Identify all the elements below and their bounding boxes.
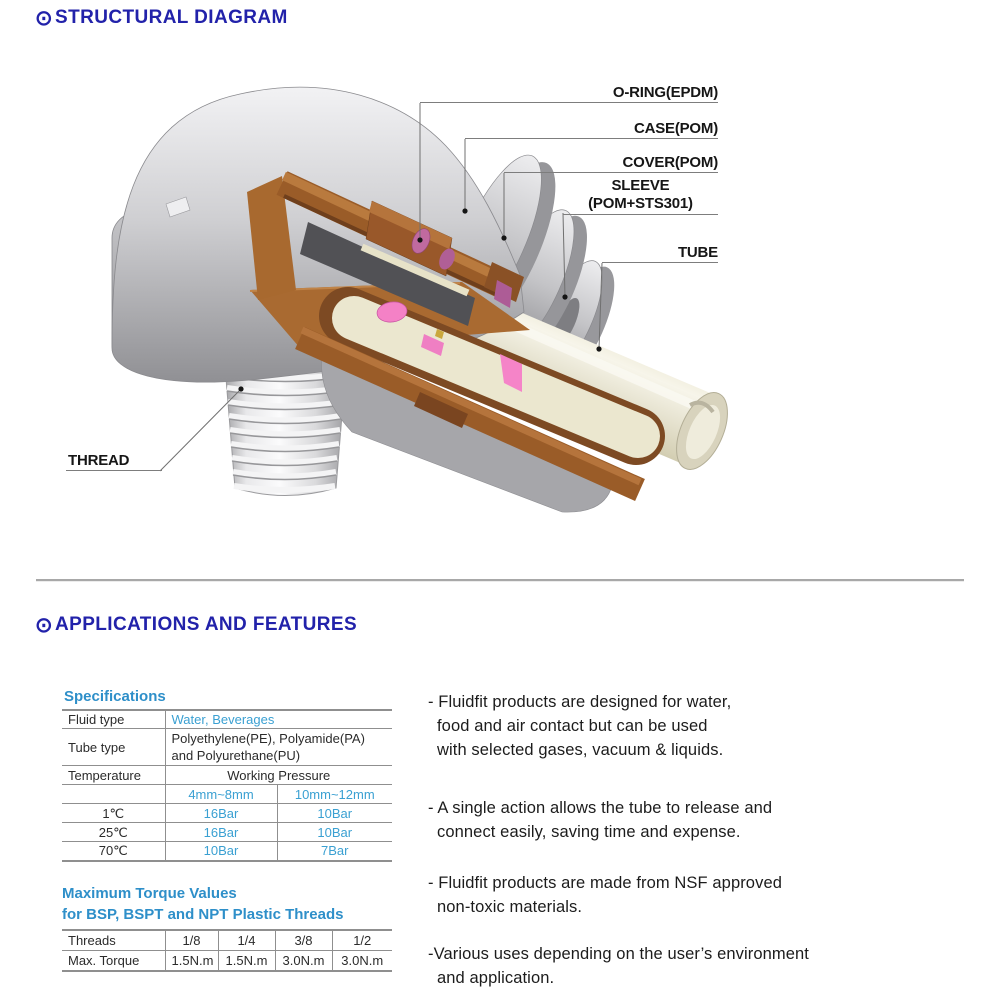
pressure-1c-small: 16Bar bbox=[165, 804, 277, 823]
pressure-70c-large: 7Bar bbox=[277, 842, 392, 861]
size-column-large: 10mm~12mm bbox=[277, 785, 392, 804]
list-item bbox=[428, 690, 928, 762]
tube-type-value-line2: and Polyurethane(PU) bbox=[171, 748, 301, 763]
specifications-heading: Specifications bbox=[64, 688, 166, 705]
list-item bbox=[428, 796, 928, 844]
temp-1c: 1℃ bbox=[102, 805, 125, 821]
thread-size-4: 1/2 bbox=[332, 930, 392, 951]
torque-heading-line2: for BSP, BSPT and NPT Plastic Threads bbox=[62, 906, 344, 923]
list-item bbox=[428, 871, 928, 919]
torque-value-3: 3.0N.m bbox=[275, 951, 332, 972]
temp-70c: 70℃ bbox=[98, 843, 128, 859]
feature-line: non-toxic materials. bbox=[437, 898, 583, 916]
table-row bbox=[62, 951, 392, 972]
label-tube: TUBE bbox=[602, 244, 718, 263]
feature-line: connect easily, saving time and expense. bbox=[437, 823, 741, 841]
pressure-70c-small: 10Bar bbox=[165, 842, 277, 861]
label-sleeve-line2: (POM+STS301) bbox=[588, 195, 693, 212]
size-column-small: 4mm~8mm bbox=[165, 785, 277, 804]
fluid-type-label: Fluid type bbox=[68, 712, 125, 727]
list-item bbox=[428, 942, 928, 990]
label-thread: THREAD bbox=[66, 452, 162, 471]
table-row bbox=[62, 785, 392, 804]
table-row bbox=[62, 823, 392, 842]
torque-value-2: 1.5N.m bbox=[218, 951, 275, 972]
torque-value-4: 3.0N.m bbox=[332, 951, 392, 972]
torque-value-1: 1.5N.m bbox=[165, 951, 218, 972]
tube-type-label: Tube type bbox=[68, 739, 126, 755]
empty-cell bbox=[62, 785, 165, 804]
applications-features-title-text: APPLICATIONS AND FEATURES bbox=[55, 614, 358, 635]
label-sleeve-line1: SLEEVE bbox=[611, 177, 670, 194]
label-case: CASE(POM) bbox=[465, 120, 718, 139]
feature-line: -Various uses depending on the user’s environment bbox=[428, 945, 809, 963]
table-row bbox=[62, 710, 392, 729]
table-row bbox=[62, 766, 392, 785]
thread-size-2: 1/4 bbox=[218, 930, 275, 951]
feature-line: - A single action allows the tube to release and bbox=[428, 799, 773, 817]
tube-type-value-line1: Polyethylene(PE), Polyamide(PA) bbox=[171, 731, 365, 746]
label-o-ring: O-RING(EPDM) bbox=[420, 84, 718, 103]
pressure-25c-small: 16Bar bbox=[165, 823, 277, 842]
working-pressure-label: Working Pressure bbox=[165, 766, 392, 785]
label-sleeve bbox=[563, 177, 718, 215]
torque-heading-line1: Maximum Torque Values bbox=[62, 885, 237, 902]
temp-25c: 25℃ bbox=[98, 824, 128, 840]
torque-heading bbox=[62, 883, 343, 925]
structural-diagram-title-text: STRUCTURAL DIAGRAM bbox=[55, 7, 288, 28]
features-list bbox=[428, 690, 928, 1000]
feature-line: with selected gases, vacuum & liquids. bbox=[437, 741, 724, 759]
section-bullet-icon: ⊙ bbox=[35, 6, 53, 30]
temperature-label: Temperature bbox=[68, 767, 141, 783]
fluid-type-value: Water, Beverages bbox=[165, 710, 392, 729]
feature-line: and application. bbox=[437, 969, 555, 987]
applications-features-title bbox=[35, 614, 357, 636]
specifications-table bbox=[62, 709, 392, 862]
feature-line: - Fluidfit products are made from NSF approved bbox=[428, 874, 782, 892]
feature-line: food and air contact but can be used bbox=[437, 717, 708, 735]
thread-size-3: 3/8 bbox=[275, 930, 332, 951]
tube-type-value bbox=[165, 729, 392, 766]
section-divider bbox=[36, 579, 964, 582]
table-row bbox=[62, 842, 392, 861]
thread-size-1: 1/8 bbox=[165, 930, 218, 951]
label-cover: COVER(POM) bbox=[504, 154, 718, 173]
pressure-1c-large: 10Bar bbox=[277, 804, 392, 823]
pressure-25c-large: 10Bar bbox=[277, 823, 392, 842]
table-row bbox=[62, 804, 392, 823]
table-row bbox=[62, 729, 392, 766]
max-torque-label: Max. Torque bbox=[68, 953, 140, 968]
threads-label: Threads bbox=[68, 933, 116, 948]
table-row bbox=[62, 930, 392, 951]
feature-line: - Fluidfit products are designed for water, bbox=[428, 693, 732, 711]
torque-table bbox=[62, 929, 392, 972]
section-bullet-icon: ⊙ bbox=[35, 613, 53, 637]
